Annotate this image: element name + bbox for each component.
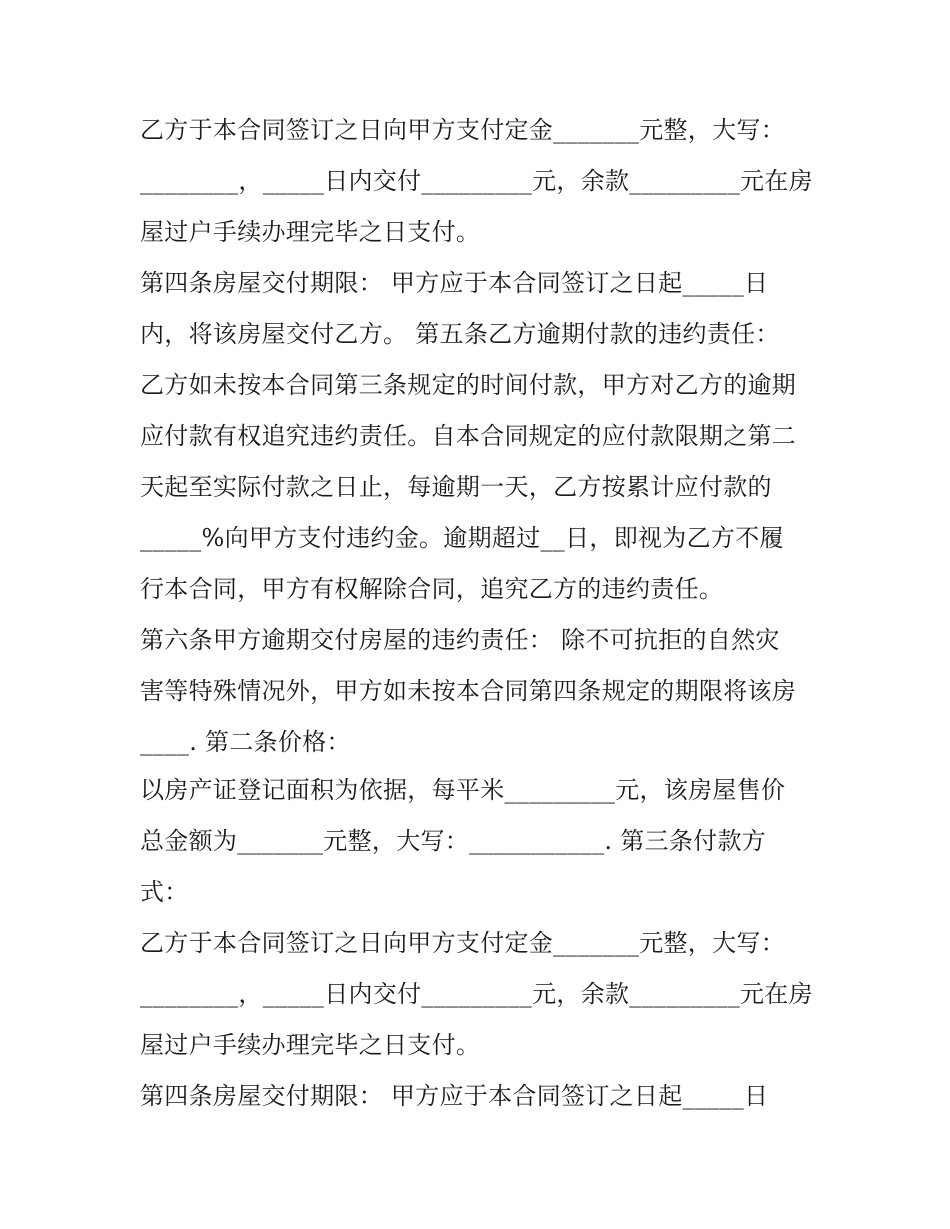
text-line: 乙方于本合同签订之日向甲方支付定金_______元整，大写： (140, 116, 785, 144)
text-line: 第四条房屋交付期限： 甲方应于本合同签订之日起_____日 (140, 269, 769, 297)
text-line: 以房产证登记面积为依据，每平米_________元，该房屋售价 (140, 776, 786, 804)
text-line: 应付款有权追究违约责任。自本合同规定的应付款限期之第二 (140, 422, 797, 450)
text-line: 第六条甲方逾期交付房屋的违约责任： 除不可抗拒的自然灾 (140, 626, 780, 654)
text-line: 总金额为_______元整，大写：___________. 第三条付款方 (140, 827, 767, 855)
text-line: 第四条房屋交付期限： 甲方应于本合同签订之日起_____日 (140, 1082, 769, 1110)
text-line: 乙方如未按本合同第三条规定的时间付款，甲方对乙方的逾期 (140, 371, 797, 399)
text-line: 内，将该房屋交付乙方。 第五条乙方逾期付款的违约责任： (140, 320, 780, 348)
text-line: 害等特殊情况外，甲方如未按本合同第四条规定的期限将该房 (140, 677, 797, 705)
text-line: 天起至实际付款之日止，每逾期一天，乙方按累计应付款的 (140, 473, 772, 501)
text-line: ________，_____日内交付_________元，余款_________元在房 (140, 167, 813, 195)
text-line: ____. 第二条价格： (140, 728, 351, 756)
text-line: 屋过户手续办理完毕之日支付。 (140, 218, 481, 246)
text-line: 行本合同，甲方有权解除合同，追究乙方的违约责任。 (140, 575, 724, 603)
text-line: 乙方于本合同签订之日向甲方支付定金_______元整，大写： (140, 929, 785, 957)
text-line: ________，_____日内交付_________元，余款_________元在房 (140, 980, 813, 1008)
text-line: 屋过户手续办理完毕之日支付。 (140, 1031, 481, 1059)
text-line: _____%向甲方支付违约金。逾期超过__日，即视为乙方不履 (140, 524, 784, 552)
text-line: 式： (140, 878, 189, 906)
